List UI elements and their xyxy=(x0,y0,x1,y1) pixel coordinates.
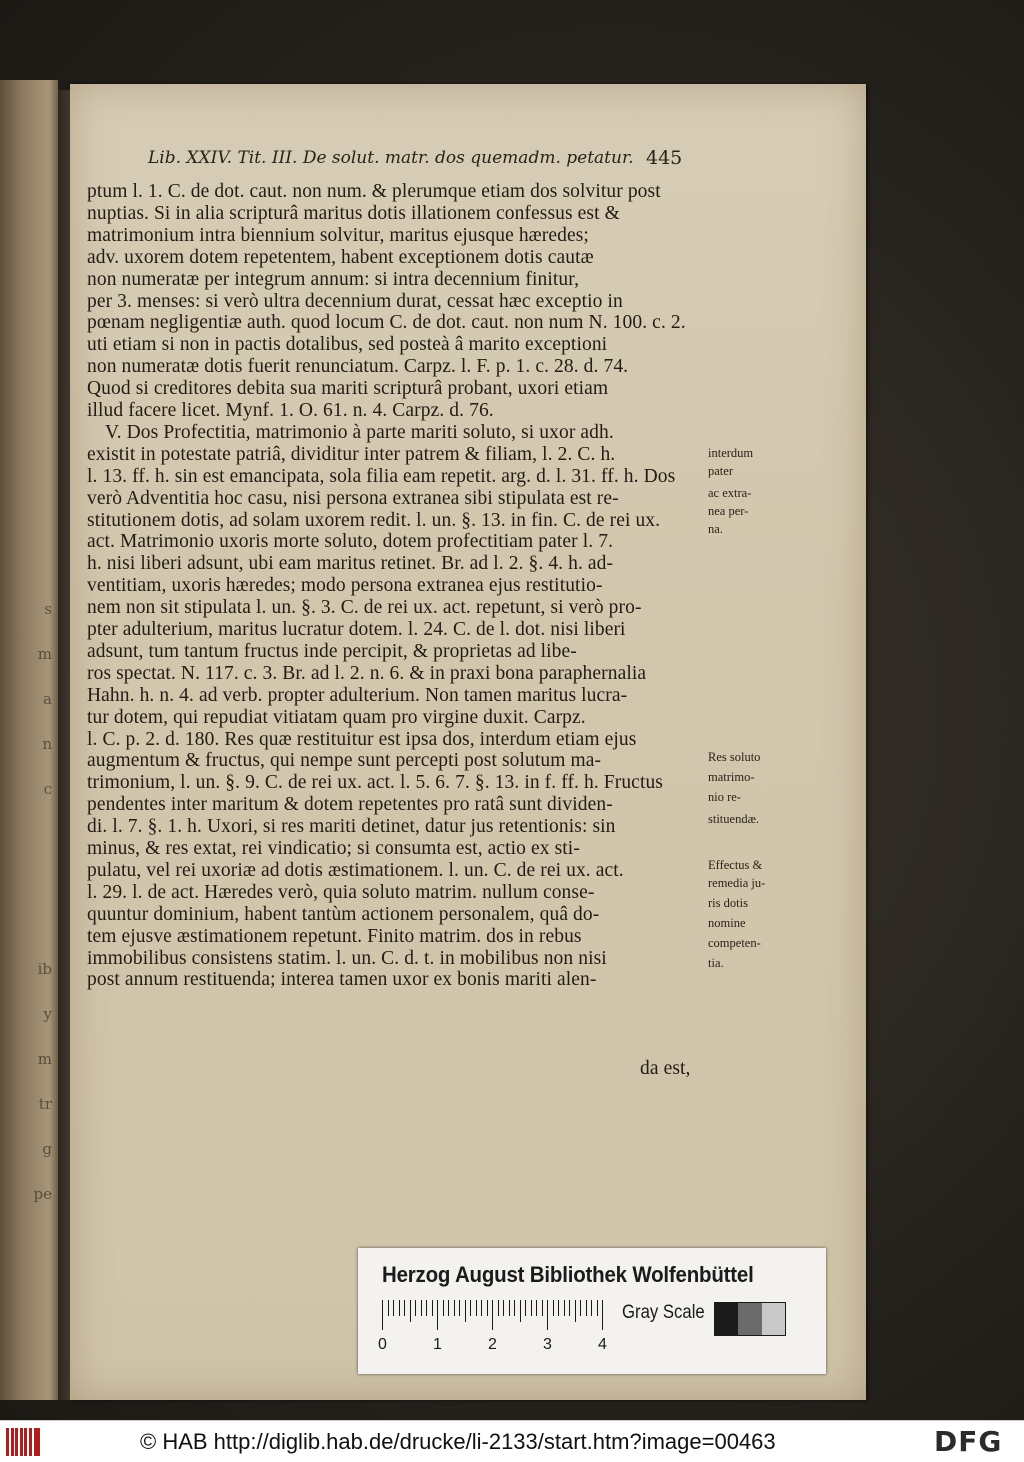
text-line: act. Matrimonio uxoris morte soluto, dotem profectitiam pater l. 7. xyxy=(87,531,614,553)
ruler-tick xyxy=(520,1300,521,1322)
marginal-note: ris dotis xyxy=(708,896,748,910)
gray-swatches xyxy=(714,1302,786,1336)
text-line: nem non sit stipulata l. un. §. 3. C. de rei ux. act. repetunt, si verò pro- xyxy=(87,597,642,619)
text-line: minus, & res extat, rei vindicatio; si consumta est, actio ex sti- xyxy=(87,838,580,859)
facing-page-fragment: pe xyxy=(33,1185,52,1203)
text-line: tem ejusve æstimationem repetunt. Finito matrim. dos in rebus xyxy=(87,925,582,947)
ruler-tick xyxy=(531,1300,532,1316)
ruler-tick xyxy=(470,1300,471,1316)
ruler-number: 0 xyxy=(378,1336,387,1353)
marginal-note: Effectus & xyxy=(708,858,763,872)
text-line: pœnam negligentiæ auth. quod locum C. de dot. caut. non num N. 100. c. 2. xyxy=(87,312,686,334)
text-line: existit in potestate patriâ, dividitur inter patrem & filiam, l. 2. C. h. xyxy=(87,443,616,465)
barcode-bar xyxy=(15,1428,18,1456)
text-line: l. 29. l. de act. Hæredes verò, quia soluto matrim. nullum conse- xyxy=(87,881,595,903)
text-line: adv. uxorem dotem repetentem, habent exceptionem dotis cautæ xyxy=(87,246,594,268)
ruler-tick xyxy=(476,1300,477,1316)
ruler-tick xyxy=(569,1300,570,1316)
swatch-dark xyxy=(715,1303,738,1335)
dfg-logo: DFG xyxy=(934,1425,1003,1458)
ruler-tick xyxy=(454,1300,455,1316)
ruler-number: 1 xyxy=(433,1336,442,1353)
swatch-mid xyxy=(738,1303,761,1335)
ruler-tick xyxy=(388,1300,389,1316)
facing-page-fragment: n xyxy=(42,735,52,753)
text-line: pendentes inter maritum & dotem repetentes pro ratâ sunt dividen- xyxy=(87,794,613,816)
text-line: tur dotem, qui repudiat vitiatam quam pro virgine duxit. Carpz. xyxy=(87,706,586,728)
ruler-tick xyxy=(426,1300,427,1316)
facing-page-fragment: a xyxy=(43,690,52,708)
text-line: matrimonium intra biennium solvitur, maritus ejusque hæredes; xyxy=(87,224,589,246)
ruler-tick xyxy=(564,1300,565,1316)
text-line: quuntur dominium, habent tantùm actionem personalem, quâ do- xyxy=(87,903,600,925)
ruler-tick xyxy=(399,1300,400,1316)
text-line: di. l. 7. §. 1. h. Uxori, si res mariti detinet, datur jus retentionis: sin xyxy=(87,816,616,838)
facing-page-fragment: m xyxy=(37,1050,52,1068)
text-line: ros spectat. N. 117. c. 3. Br. ad l. 2. n. 6. & in praxi bona paraphernalia xyxy=(87,662,647,684)
marginal-note: competen- xyxy=(708,936,761,950)
text-line: immobilibus consistens statim. l. un. C. d. t. in mobilibus non nisi xyxy=(87,947,607,969)
ruler-tick xyxy=(465,1300,466,1322)
facing-page-fragment: s xyxy=(44,600,52,618)
text-line: stitutionem dotis, ad solam uxorem redit. l. un. §. 13. in fin. C. de rei ux. xyxy=(87,509,661,531)
ruler-tick xyxy=(432,1300,433,1316)
ruler-tick xyxy=(415,1300,416,1316)
ruler-tick xyxy=(591,1300,592,1316)
text-line: uti etiam si non in pactis dotalibus, sed posteà â marito exceptioni xyxy=(87,334,608,356)
ruler-number: 2 xyxy=(488,1336,497,1353)
facing-page-fragment: g xyxy=(42,1140,52,1158)
ruler-tick xyxy=(382,1300,383,1330)
text-line: illud facere licet. Mynf. 1. O. 61. n. 4. Carpz. d. 76. xyxy=(87,400,494,421)
source-url-caption[interactable]: © HAB http://diglib.hab.de/drucke/li-2133/start.htm?image=00463 xyxy=(140,1429,776,1454)
marginal-note: nio re- xyxy=(708,790,741,804)
ruler-tick xyxy=(586,1300,587,1316)
text-line: pulatu, vel rei uxoriæ ad dotis æstimationem. l. un. C. de rei ux. act. xyxy=(87,859,624,881)
ruler-tick xyxy=(514,1300,515,1316)
ruler-tick xyxy=(421,1300,422,1316)
text-line: Quod si creditores debita sua mariti scripturâ probant, uxori etiam xyxy=(87,378,609,400)
ruler-tick xyxy=(536,1300,537,1316)
marginal-note: nomine xyxy=(708,916,746,930)
ruler-tick xyxy=(448,1300,449,1316)
text-line: h. nisi liberi adsunt, ubi eam maritus retinet. Br. ad l. 2. §. 4. h. ad- xyxy=(87,553,614,575)
page-number: 445 xyxy=(646,147,683,169)
marginal-note: ac extra- xyxy=(708,486,752,500)
marginal-note: stituendæ. xyxy=(708,812,760,826)
text-line: non numeratæ per integrum annum: si intra decennium finitur, xyxy=(87,268,580,290)
marginal-note: pater xyxy=(708,464,733,478)
facing-page-edge xyxy=(0,80,58,1400)
ruler-tick xyxy=(509,1300,510,1316)
ruler-tick xyxy=(410,1300,411,1322)
ruler-tick xyxy=(492,1300,493,1330)
ruler-tick xyxy=(575,1300,576,1322)
marginal-note: Res soluto xyxy=(708,750,761,764)
text-line: non numeratæ dotis fuerit renunciatum. Carpz. l. F. p. 1. c. 28. d. 74. xyxy=(87,356,629,378)
text-line: ptum l. 1. C. de dot. caut. non num. & plerumque etiam dos solvitur post xyxy=(87,181,661,202)
barcode-bar xyxy=(24,1428,27,1456)
text-line: l. C. p. 2. d. 180. Res quæ restituitur est ipsa dos, interdum etiam ejus xyxy=(87,728,637,750)
ruler-tick xyxy=(553,1300,554,1316)
facing-page-fragment: tr xyxy=(38,1095,52,1113)
marginal-note: remedia ju- xyxy=(708,876,766,890)
text-line: V. Dos Profectitia, matrimonio à parte mariti soluto, si uxor adh. xyxy=(105,421,614,443)
barcode-bar xyxy=(20,1428,23,1456)
gray-scale-label: Gray Scale xyxy=(622,1302,705,1323)
text-line: trimonium, l. un. §. 9. C. de rei ux. act. l. 5. 6. 7. §. 13. in f. ff. h. Fructus xyxy=(87,772,663,794)
ruler-number: 3 xyxy=(543,1336,552,1353)
ruler-tick xyxy=(404,1300,405,1316)
ruler-tick xyxy=(481,1300,482,1316)
ruler-tick xyxy=(437,1300,438,1330)
marginal-note: tia. xyxy=(708,956,724,970)
ruler-tick xyxy=(597,1300,598,1316)
ruler-tick xyxy=(487,1300,488,1316)
text-line: post annum restituenda; interea tamen uxor ex bonis mariti alen- xyxy=(87,969,597,991)
ruler-tick xyxy=(580,1300,581,1316)
ruler-tick xyxy=(498,1300,499,1316)
ruler-tick xyxy=(443,1300,444,1316)
catchword: da est, xyxy=(640,1058,691,1079)
text-line: adsunt, tum tantum fructus inde percipit, & proprietas ad libe- xyxy=(87,640,577,662)
text-line: l. 13. ff. h. sin est emancipata, sola filia eam repetit. arg. d. l. 31. ff. h. Dos xyxy=(87,465,676,487)
ruler-tick xyxy=(547,1300,548,1330)
red-barcode-icon xyxy=(6,1428,40,1456)
ruler-number: 4 xyxy=(598,1336,607,1353)
text-line: Hahn. h. n. 4. ad verb. propter adulterium. Non tamen maritus lucra- xyxy=(87,684,628,706)
ruler-tick xyxy=(525,1300,526,1316)
ruler-tick xyxy=(393,1300,394,1316)
text-line: nuptias. Si in alia scripturâ maritus dotis illationem confessus est & xyxy=(87,202,620,224)
ruler-tick xyxy=(558,1300,559,1316)
text-line: per 3. menses: si verò ultra decennium durat, cessat hæc exceptio in xyxy=(87,290,623,312)
text-line: augmentum & fructus, qui nempe sunt percepti post solutum ma- xyxy=(87,750,602,772)
marginal-note: nea per- xyxy=(708,504,749,518)
text-line: pter adulterium, maritus lucratur dotem. l. 24. C. de l. dot. nisi liberi xyxy=(87,619,626,640)
facing-page-fragment: c xyxy=(43,780,52,798)
text-line: verò Adventitia hoc casu, nisi persona extranea sibi stipulata est re- xyxy=(87,487,619,509)
barcode-bar xyxy=(11,1428,14,1456)
marginal-note: matrimo- xyxy=(708,770,755,784)
marginal-note: interdum xyxy=(708,446,754,460)
barcode-bar xyxy=(37,1428,40,1456)
facing-page-fragment: m xyxy=(37,645,52,663)
swatch-light xyxy=(762,1303,785,1335)
library-color-target xyxy=(358,1248,826,1374)
viewer-footer xyxy=(0,1420,1024,1462)
ruler-tick xyxy=(542,1300,543,1316)
text-line: ventitiam, uxoris hæredes; modo persona extranea ejus restitutio- xyxy=(87,575,603,597)
running-head: Lib. XXIV. Tit. III. De solut. matr. dos quemadm. petatur. xyxy=(148,148,634,168)
facing-page-fragment: y xyxy=(43,1005,52,1023)
ruler-tick xyxy=(459,1300,460,1316)
ruler-tick xyxy=(602,1300,603,1330)
ruler-tick xyxy=(503,1300,504,1316)
facing-page-fragment: ib xyxy=(37,960,52,978)
marginal-note: na. xyxy=(708,522,723,536)
library-name: Herzog August Bibliothek Wolfenbüttel xyxy=(382,1262,754,1287)
barcode-bar xyxy=(6,1428,9,1456)
barcode-bar xyxy=(29,1428,32,1456)
